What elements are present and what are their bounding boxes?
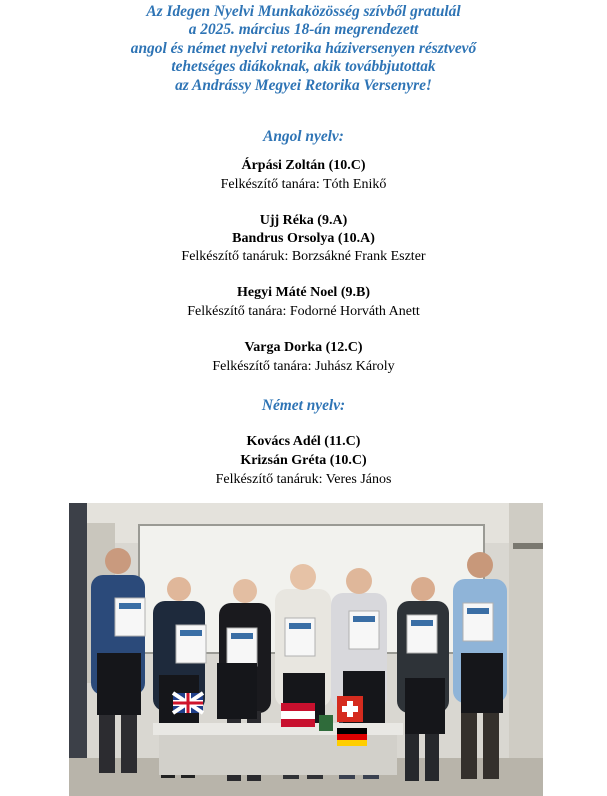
student-name: Hegyi Máté Noel (9.B) [237,285,370,300]
intro-line: Az Idegen Nyelvi Munkaközösség szívből gratulál [146,3,461,20]
teacher-line: Felkészítő tanára: Juhász Károly [212,359,395,374]
teacher-line: Felkészítő tanáruk: Veres János [215,472,392,487]
teacher-line: Felkészítő tanáruk: Borzsákné Frank Eszter [181,249,426,264]
intro-congratulation [0,3,607,95]
student-name: Kovács Adél (11.C) [246,434,361,449]
student-name: Ujj Réka (9.A) [259,213,348,228]
student-name: Bandrus Orsolya (10.A) [232,231,375,246]
intro-line: angol és német nyelvi retorika háziversenyen résztvevő [130,39,477,57]
german-heading: Német nyelv: [261,397,346,414]
english-heading: Angol nyelv: [263,128,344,145]
student-name: Árpási Zoltán (10.C) [241,158,366,173]
intro-line: a 2025. március 18-án megrendezett [188,21,419,39]
teacher-line: Felkészítő tanára: Tóth Enikő [220,177,387,192]
intro-line: az Andrássy Megyei Retorika Versenyre! [175,76,432,94]
student-name: Varga Dorka (12.C) [244,340,363,355]
intro-line: tehetséges diákoknak, akik továbbjutottak [171,58,436,76]
group-photo [69,503,543,796]
teacher-line: Felkészítő tanára: Fodorné Horváth Anett [187,304,420,319]
student-name: Krizsán Gréta (10.C) [240,453,367,468]
